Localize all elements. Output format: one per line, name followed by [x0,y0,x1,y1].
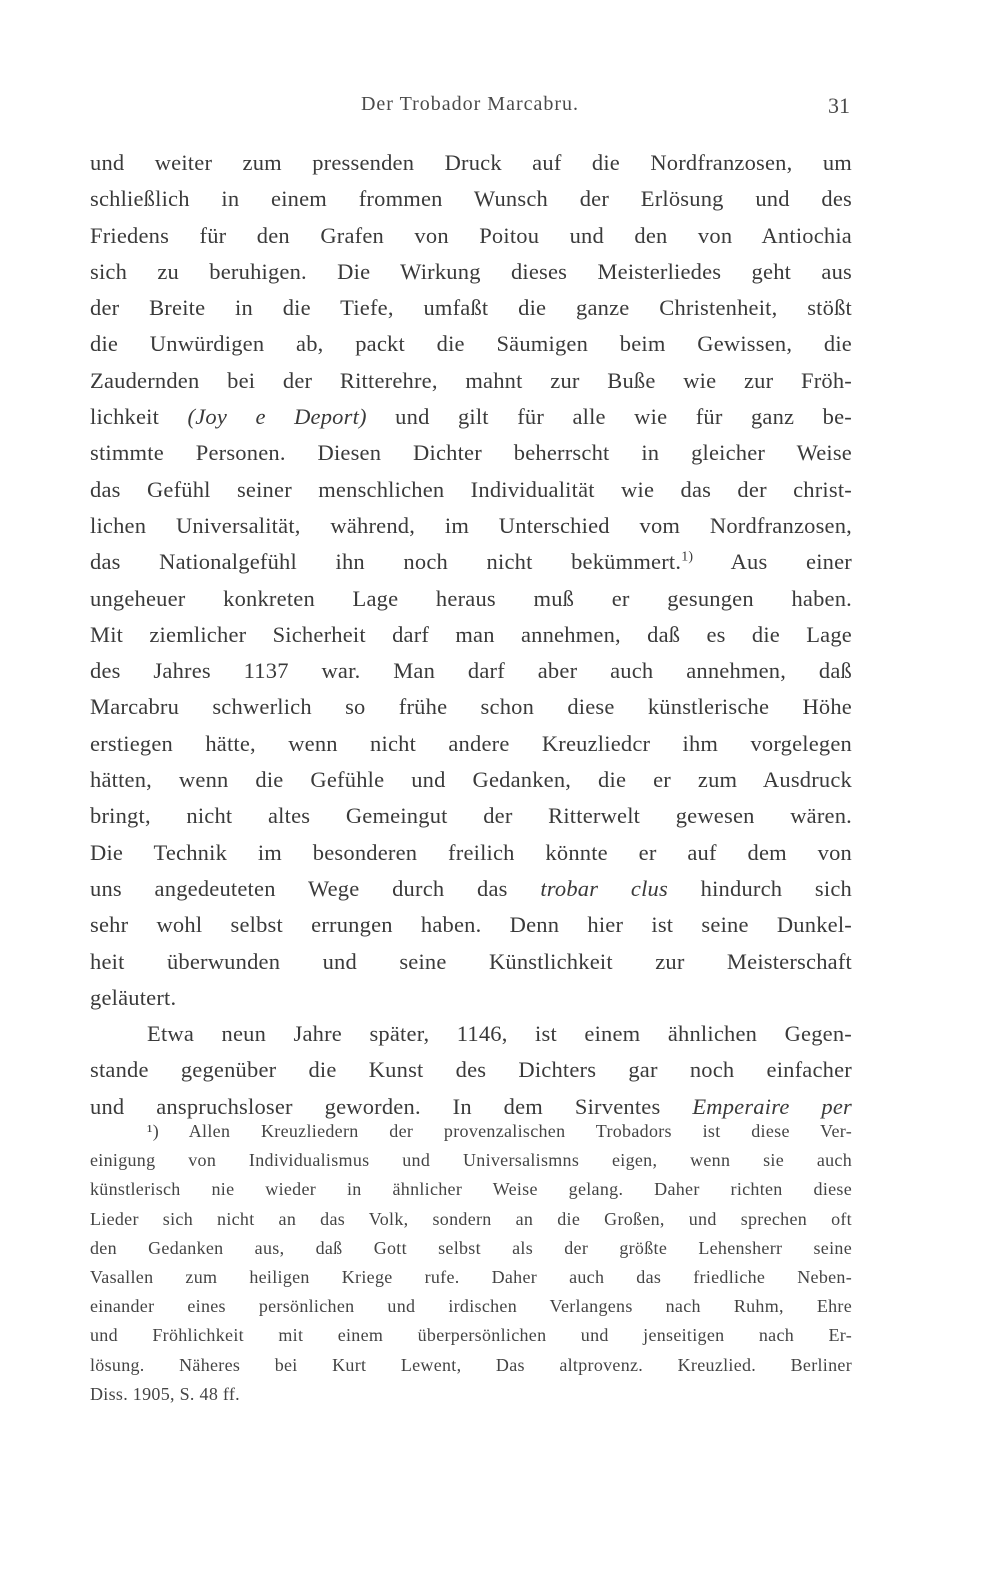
footnote-line: künstlerisch nie wieder in ähnlicher Weise gelang. Daher richten diese [90,1179,852,1200]
text-line: heit überwunden und seine Künstlichkeit zur Meisterschaft [90,948,852,974]
italic-phrase: trobar clus [540,875,668,901]
page-header [90,93,850,123]
text-line: lichen Universalität, während, im Unterschied vom Nordfranzosen, [90,512,852,538]
text-line: des Jahres 1137 war. Man darf aber auch annehmen, daß [90,658,852,684]
text-line: Marcabru schwerlich so frühe schon diese künstlerische Höhe [90,694,852,720]
text-line [90,399,852,435]
text-segment: das Nationalgefühl ihn noch nicht bekümmert. [90,549,682,575]
text-line: bringt, nicht altes Gemeingut der Ritterwelt gewesen wären. [90,803,852,829]
footnote-line: und Fröhlichkeit mit einem überpersönlichen und jenseitigen nach Er- [90,1325,852,1346]
footnote-line: ¹) Allen Kreuzliedern der provenzalischen Trobadors ist diese Ver- [147,1121,852,1141]
text-line: hätten, wenn die Gefühle und Gedanken, die er zum Ausdruck [90,767,852,793]
italic-phrase: (Joy e Deport) [187,404,367,430]
text-segment: und gilt für alle wie für ganz be- [366,404,852,430]
text-line: schließlich in einem frommen Wunsch der Erlösung und des [90,186,852,212]
text-line: der Breite in die Tiefe, umfaßt die ganze Christenheit, stößt [90,295,852,321]
footnote-line: Vasallen zum heiligen Kriege rufe. Daher auch das friedliche Neben- [90,1266,852,1287]
footnote-line: einander eines persönlichen und irdischen Verlangens nach Ruhm, Ehre [90,1296,852,1317]
paragraph-start-line: Etwa neun Jahre später, 1146, ist einem ähnlichen Gegen- [147,1021,852,1047]
text-segment: lichkeit [90,404,188,430]
footnote [90,1117,852,1409]
text-line: Friedens für den Grafen von Poitou und den von Antiochia [90,222,852,248]
footnote-line: lösung. Näheres bei Kurt Lewent, Das altprovenz. Kreuzlied. Berliner [90,1354,852,1375]
text-line: stande gegenüber die Kunst des Dichters gar noch einfacher [90,1057,852,1083]
text-line: Die Technik im besonderen freilich könnte er auf dem von [90,839,852,865]
body-text [90,145,852,1125]
footnote-line: den Gedanken aus, daß Gott selbst als der größte Lehensherr seine [90,1237,852,1258]
text-segment: hindurch sich [667,875,852,901]
footnote-line: einigung von Individualismus und Universalismns eigen, wenn sie auch [90,1150,852,1171]
text-line: und weiter zum pressenden Druck auf die Nordfranzosen, um [90,150,852,175]
text-line: ungeheuer konkreten Lage heraus muß er gesungen haben. [90,585,852,611]
text-line: stimmte Personen. Diesen Dichter beherrscht in gleicher Weise [90,440,852,466]
text-line: sich zu beruhigen. Die Wirkung dieses Meisterliedes geht aus [90,258,852,284]
footnote-marker: 1) [681,549,694,565]
italic-phrase: Emperaire per [692,1093,852,1119]
text-segment: uns angedeuteten Wege durch das [90,875,541,901]
text-line: das Gefühl seiner menschlichen Individualität wie das der christ- [90,476,852,502]
footnote-line: Diss. 1905, S. 48 ff. [90,1383,240,1404]
running-title: Der Trobador Marcabru. [360,93,580,115]
text-line [90,871,852,907]
text-line: die Unwürdigen ab, packt die Säumigen beim Gewissen, die [90,331,852,357]
text-line: Mit ziemlicher Sicherheit darf man annehmen, daß es die Lage [90,621,852,647]
text-line: Zaudernden bei der Ritterehre, mahnt zur Buße wie zur Fröh- [90,367,852,393]
text-segment: und anspruchsloser geworden. In dem Sirventes [90,1093,693,1119]
footnote-line: Lieder sich nicht an das Volk, sondern an die Großen, und sprechen oft [90,1208,852,1229]
text-line: erstiegen hätte, wenn nicht andere Kreuzliedcr ihm vorgelegen [90,730,852,756]
paragraph-end-line: geläutert. [90,984,177,1010]
text-line [90,544,852,580]
text-line: sehr wohl selbst errungen haben. Denn hier ist seine Dunkel- [90,912,852,938]
page-number: 31 [828,93,850,118]
text-segment: Aus einer [693,549,852,575]
